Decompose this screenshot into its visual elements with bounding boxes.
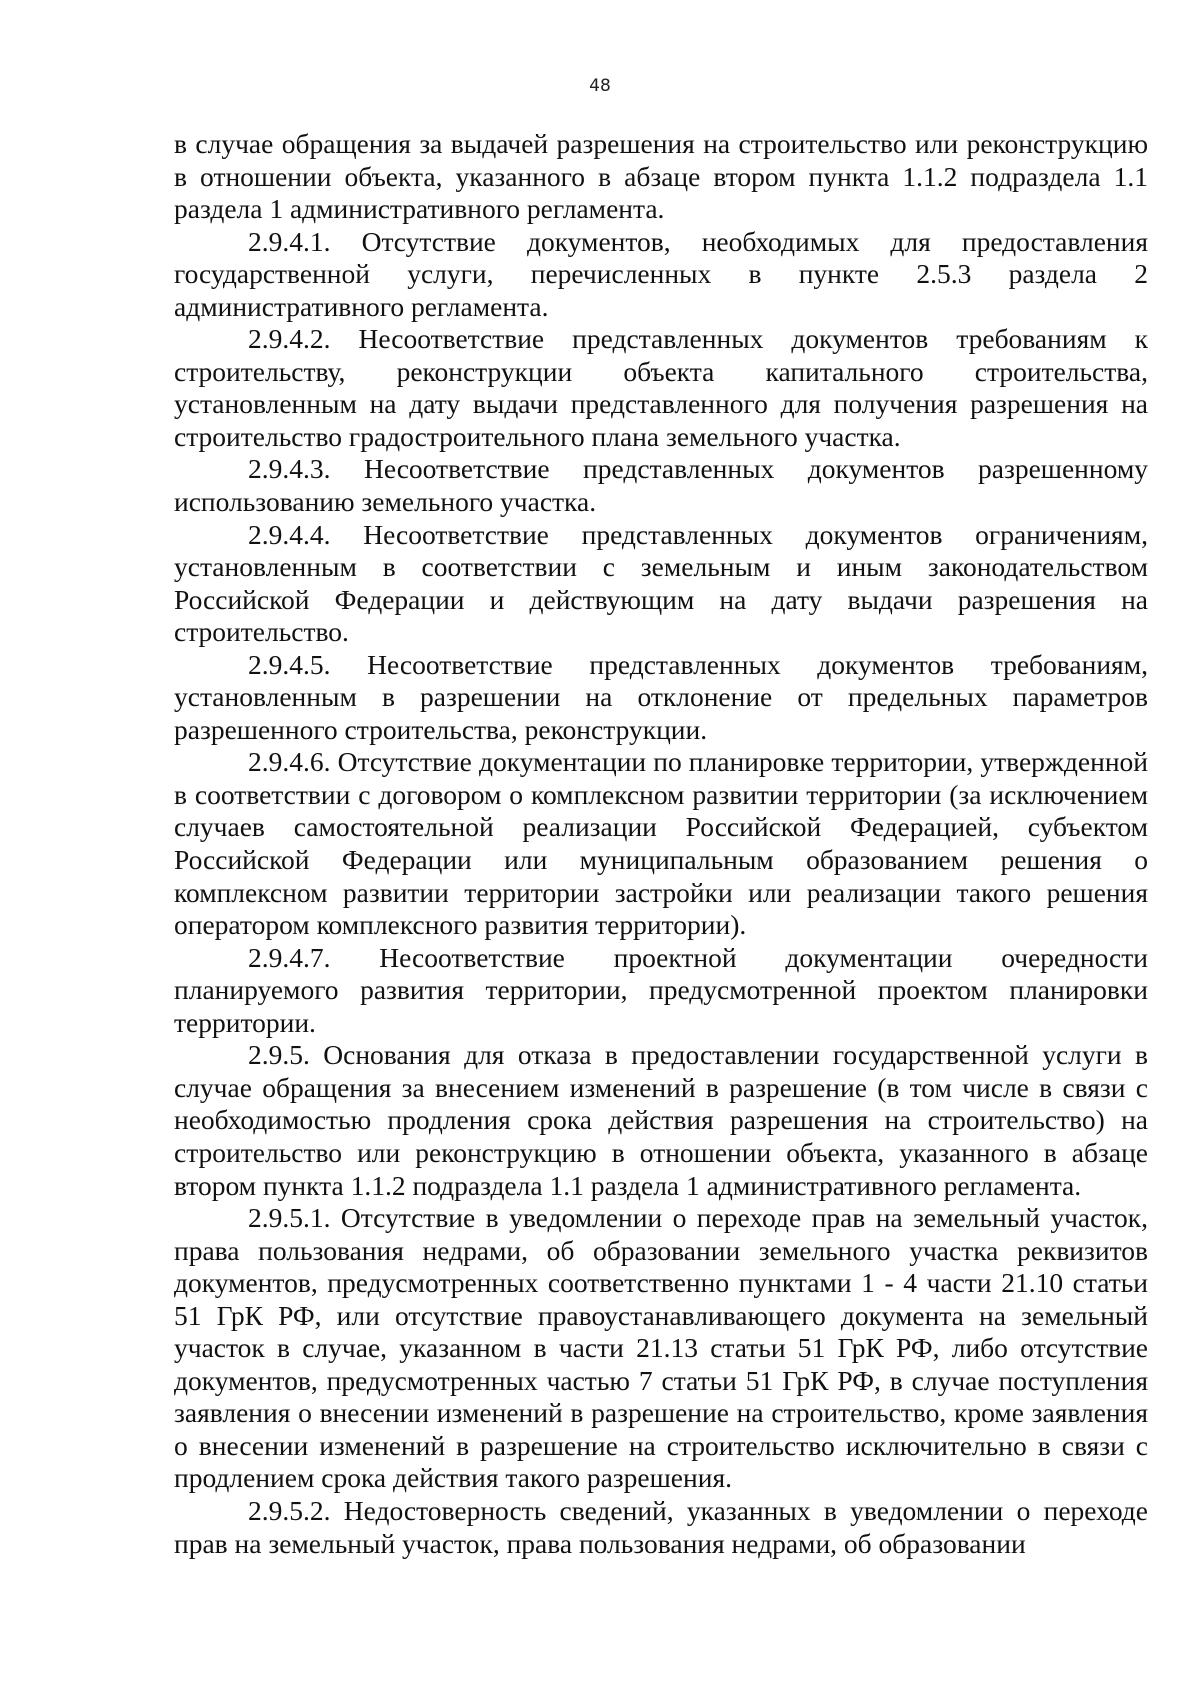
- paragraph-2-9-4-6: 2.9.4.6. Отсутствие документации по планировке территории, утвержденной в соответствии с договором о комплексном развитии территории (за исключением случаев самостоятельной реализации Российской Федерацией, субъектом Российской Федерации или муниципальным образованием решения о комплексном развитии территории застройки или реализации такого решения оператором комплексного развития территории).: [174, 746, 1148, 941]
- paragraph-2-9-5: 2.9.5. Основания для отказа в предоставлении государственной услуги в случае обращения за внесением изменений в разрешение (в том числе в связи с необходимостью продления срока действия разрешения на строительство) на строительство или реконструкцию в отношении объекта, указанного в абзаце втором пункта 1.1.2 подраздела 1.1 раздела 1 административного регламента.: [174, 1039, 1148, 1201]
- paragraph-2-9-4-4: 2.9.4.4. Несоответствие представленных документов ограничениям, установленным в соответствии с земельным и иным законодательством Российской Федерации и действующим на дату выдачи разрешения на строительство.: [174, 518, 1148, 648]
- paragraph-2-9-5-2: 2.9.5.2. Недостоверность сведений, указанных в уведомлении о переходе прав на земельный участок, права пользования недрами, об образовании: [174, 1494, 1148, 1559]
- paragraph-2-9-4-2: 2.9.4.2. Несоответствие представленных документов требованиям к строительству, реконструкции объекта капитального строительства, установленным на дату выдачи представленного для получения разрешения на строительство градостроительного плана земельного участка.: [174, 323, 1148, 452]
- paragraph-2-9-5-1: 2.9.5.1. Отсутствие в уведомлении о переходе прав на земельный участок, права пользования недрами, об образовании земельного участка реквизитов документов, предусмотренных соответственно пунктами 1 - 4 части 21.10 статьи 51 ГрК РФ, или отсутствие правоустанавливающего документа на земельный участок в случае, указанном в части 21.13 статьи 51 ГрК РФ, либо отсутствие документов, предусмотренных частью 7 статьи 51 ГрК РФ, в случае поступления заявления о внесении изменений в разрешение на строительство, кроме заявления о внесении изменений в разрешение на строительство исключительно в связи с продлением срока действия такого разрешения.: [174, 1202, 1148, 1494]
- paragraph-2-9-4-1: 2.9.4.1. Отсутствие документов, необходимых для предоставления государственной услуги, перечисленных в пункте 2.5.3 раздела 2 административного регламента.: [174, 225, 1148, 322]
- paragraph-2-9-4-5: 2.9.4.5. Несоответствие представленных документов требованиям, установленным в разрешении на отклонение от предельных параметров разрешенного строительства, реконструкции.: [174, 648, 1148, 745]
- paragraph-2-9-4-7: 2.9.4.7. Несоответствие проектной документации очередности планируемого развития территории, предусмотренной проектом планировки территории.: [174, 941, 1148, 1038]
- paragraph-continuation: в случае обращения за выдачей разрешения на строительство или реконструкцию в отношении объекта, указанного в абзаце втором пункта 1.1.2 подраздела 1.1 раздела 1 административного регламента.: [174, 128, 1148, 225]
- page-number: 48: [589, 76, 611, 96]
- document-body: [174, 128, 1148, 1560]
- paragraph-2-9-4-3: 2.9.4.3. Несоответствие представленных документов разрешенному использованию земельного участка.: [174, 453, 1148, 518]
